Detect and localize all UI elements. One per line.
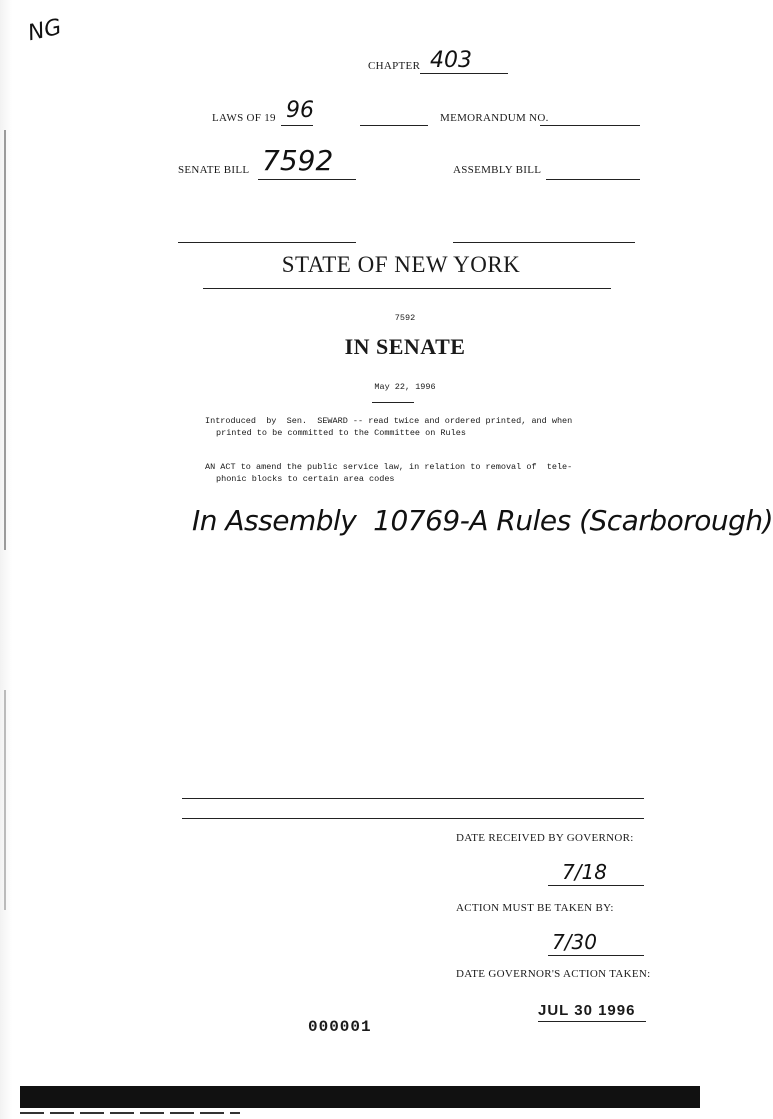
date-received-label: DATE RECEIVED BY GOVERNOR: (456, 832, 634, 844)
memo-label: MEMORANDUM NO. (440, 112, 549, 124)
action-taken-label: DATE GOVERNOR'S ACTION TAKEN: (456, 968, 651, 980)
corner-handwritten-note: NG (25, 14, 64, 47)
date-received-value: 7/18 (562, 860, 607, 884)
laws-label: LAWS OF 19 (212, 112, 276, 124)
action-by-value: 7/30 (552, 930, 597, 954)
assembly-bill-label: ASSEMBLY BILL (453, 164, 542, 176)
scan-bottom-dashes (20, 1112, 240, 1114)
action-by-line (548, 954, 644, 956)
action-taken-stamp: JUL 30 1996 (538, 1002, 636, 1019)
assembly-bill-line (546, 178, 640, 180)
date-rule (372, 402, 414, 403)
laws-line (281, 124, 313, 126)
laws-value: 96 (286, 98, 314, 123)
senate-bill-line (258, 178, 356, 180)
date-received-line (548, 884, 644, 886)
senate-bill-value: 7592 (262, 144, 334, 177)
blank-line (360, 124, 428, 126)
bottom-rule-2 (182, 818, 644, 819)
action-taken-line (538, 1020, 646, 1022)
act-line-1: AN ACT to amend the public service law, in relation to removal of tele- (205, 462, 573, 472)
memo-line (540, 124, 640, 126)
bill-number: 7592 (394, 313, 416, 323)
senate-bill-label: SENATE BILL (178, 164, 250, 176)
chapter-label: CHAPTER (368, 60, 421, 72)
scan-bottom-bar (20, 1086, 700, 1108)
introduced-line-2: printed to be committed to the Committee on Rules (216, 428, 466, 438)
state-title: STATE OF NEW YORK (281, 252, 521, 277)
scan-edge-mark (4, 130, 6, 550)
page-number: 000001 (308, 1018, 372, 1036)
introduced-line-1: Introduced by Sen. SEWARD -- read twice and ordered printed, and when (205, 416, 573, 426)
scan-edge-mark (4, 690, 6, 910)
scan-edge (0, 0, 12, 1119)
act-line-2: phonic blocks to certain area codes (216, 474, 395, 484)
action-by-label: ACTION MUST BE TAKEN BY: (456, 902, 614, 914)
separator-left (178, 242, 356, 243)
separator-right (453, 242, 635, 243)
handwritten-assembly-note: In Assembly 10769-A Rules (Scarborough) (192, 504, 773, 537)
bill-date: May 22, 1996 (374, 382, 436, 392)
chapter-value: 403 (430, 48, 472, 73)
house-title: IN SENATE (344, 334, 466, 359)
title-rule (203, 288, 611, 289)
bottom-rule-1 (182, 798, 644, 799)
